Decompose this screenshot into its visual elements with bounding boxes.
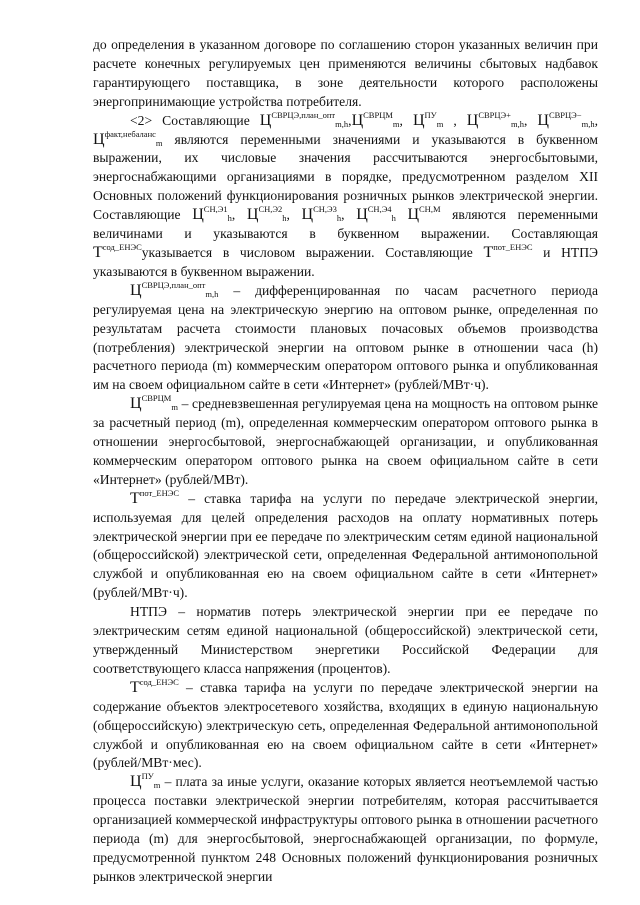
symbol-fakt-nebalans: $Ц^{факт,небаланс}_m$ [93,128,163,148]
paragraph-5-definition-t-pot: $Т^{пот\_ЕНЭС}$ – ставка тарифа на услуги по передаче электрической энергии, используемая для целей определения расходов на оплату нормативных потерь электрической энергии при ее передаче по электрическим сетям единой национальной (общероссийской) электрической сети, определенная Федеральной антимонопольной службой и опубликованная ею на своем официальном сайте в сети «Интернет» (рублей/МВт·ч). [93,487,598,601]
document-text [93,36,598,887]
paragraph-3-definition-svrce: $Ц^{СВРЦЭ,план\_опт}_{m,h}$ – дифференцированная по часам расчетного периода регулируемая цена на электрическую энергию на оптовом рынке, определенная по результатам расчета стоимости плановых почасовых объемов производства (потребления) электрической энергии на оптовом рынке в отношении часа (h) расчетного периода (m) коммерческим оператором оптового рынка и опубликованная им на своем официальном сайте в сети «Интернет» (рублей/МВт·ч). [93,279,598,393]
symbol-sn-e4: $Ц^{СН,Э4}_h$ [356,204,396,224]
symbol-t-sod-enes: $Т^{сод\_ЕНЭС}$ [130,676,179,696]
symbol-pu: $Ц^{ПУ}_m$ [130,771,161,791]
footnote-lead: <2> Составляющие [130,112,250,128]
paragraph-2-footnote: <2> Составляющие $Ц^{СВРЦЭ,план\_опт}_{m,h},Ц^{СВРЦМ}_m$, $Ц^{ПУ}_m$ , $Ц^{СВРЦЭ+}_{m,h}$, $Ц^{СВРЦЭ-}_{m,h}$, $Ц^{факт,небаланс}_m$ являются переменными значениями и указываются в буквенном выражении, их числовые значения рассчитываются энергосбытовыми, энергоснабжающими организациями в порядке, предусмотренном разделом XII Основных положений функционирования розничных рынков электрической энергии. Составляющие $Ц^{СН,Э1}_h$, $Ц^{СН,Э2}_h$, $Ц^{СН,Э3}_h$, $Ц^{СН,Э4}_h$ $Ц^{СН,М}$ являются переменными величинами и указываются в буквенном выражении. Составляющая $Т^{сод\_ЕНЭС}указывается$ в числовом выражении. Составляющие $Т^{пот\_ЕНЭС}$ и НТПЭ указываются в буквенном выражении. [93,109,599,279]
symbol-sn-e3: $Ц^{СН,Э3}_h$ [301,204,342,224]
paragraph-1: до определения в указанном договоре по соглашению сторон указанных величин при расчете конечных регулируемых цен применяются величины сбытовых надбавок гарантирующего поставщика, в зоне деятельности которого расположены энергопринимающие устройства потребителя. [93,37,598,109]
symbol-sn-m: $Ц^{СН,М}$ [407,204,441,224]
paragraph-7-definition-t-sod: $Т^{сод\_ЕНЭС}$ – ставка тарифа на услуги по передаче электрической энергии на содержание объектов электросетевого хозяйства, входящих в единую национальную (общероссийскую) электрическую сеть, определенная Федеральной антимонопольной службой и опубликованная ею на своем официальном сайте в сети «Интернет» (рублей/МВт·мес). [93,676,598,771]
paragraph-6-definition-ntpe: НТПЭ – норматив потерь электрической энергии при ее передаче по электрическим сетям единой национальной (общероссийской) электрической сети, утвержденный Министерством энергетики Российской Федерации для соответствующего класса напряжения (процентов). [93,604,598,676]
symbol-pu: $Ц^{ПУ}_m$ [412,109,444,129]
symbol-t-sod-enes: $Т^{сод\_ЕНЭС}$ [93,241,142,261]
symbol-t-pot-enes: $Т^{пот\_ЕНЭС}$ [483,241,533,261]
symbol-svrce-plus: $Ц^{СВРЦЭ+}_{m,h}$ [466,109,524,129]
symbol-svrcm: $Ц^{СВРЦМ}_m$ [351,109,400,129]
symbol-svrce-plan-opt: $Ц^{СВРЦЭ,план\_опт}_{m,h}$ [259,109,349,129]
symbol-svrce-plan-opt: $Ц^{СВРЦЭ,план\_опт}_{m,h}$ [130,279,219,299]
symbol-svrce-minus: $Ц^{СВРЦЭ-}_{m,h}$ [537,109,595,129]
symbol-sn-e2: $Ц^{СН,Э2}_h$ [246,204,287,224]
paragraph-4-definition-svrcm: $Ц^{СВРЦМ}_m$ – средневзвешенная регулируемая цена на мощность на оптовом рынке за расчетный период (m), определенная коммерческим оператором оптового рынка в отношении энергосбытовой, энергоснабжающей организации, и опубликованная коммерческим оператором оптового рынка на своем официальном сайте в сети «Интернет» (рублей/МВт). [93,393,598,487]
symbol-sn-e1: $Ц^{СН,Э1}_h$ [192,204,232,224]
symbol-t-pot-enes: $Т^{пот\_ЕНЭС}$ [130,487,180,507]
symbol-svrcm: $Ц^{СВРЦМ}_m$ [130,393,178,413]
paragraph-8-definition-pu: $Ц^{ПУ}_m$ – плата за иные услуги, оказание которых является неотъемлемой частью процесса поставки электрической энергии потребителям, которая рассчитывается организацией коммерческой инфраструктуры оптового рынка в отношении расчетного периода (m) для энергосбытовой, энергоснабжающей организации, по формуле, предусмотренной пунктом 248 Основных положений функционирования розничных рынков электрической энергии [93,771,598,884]
